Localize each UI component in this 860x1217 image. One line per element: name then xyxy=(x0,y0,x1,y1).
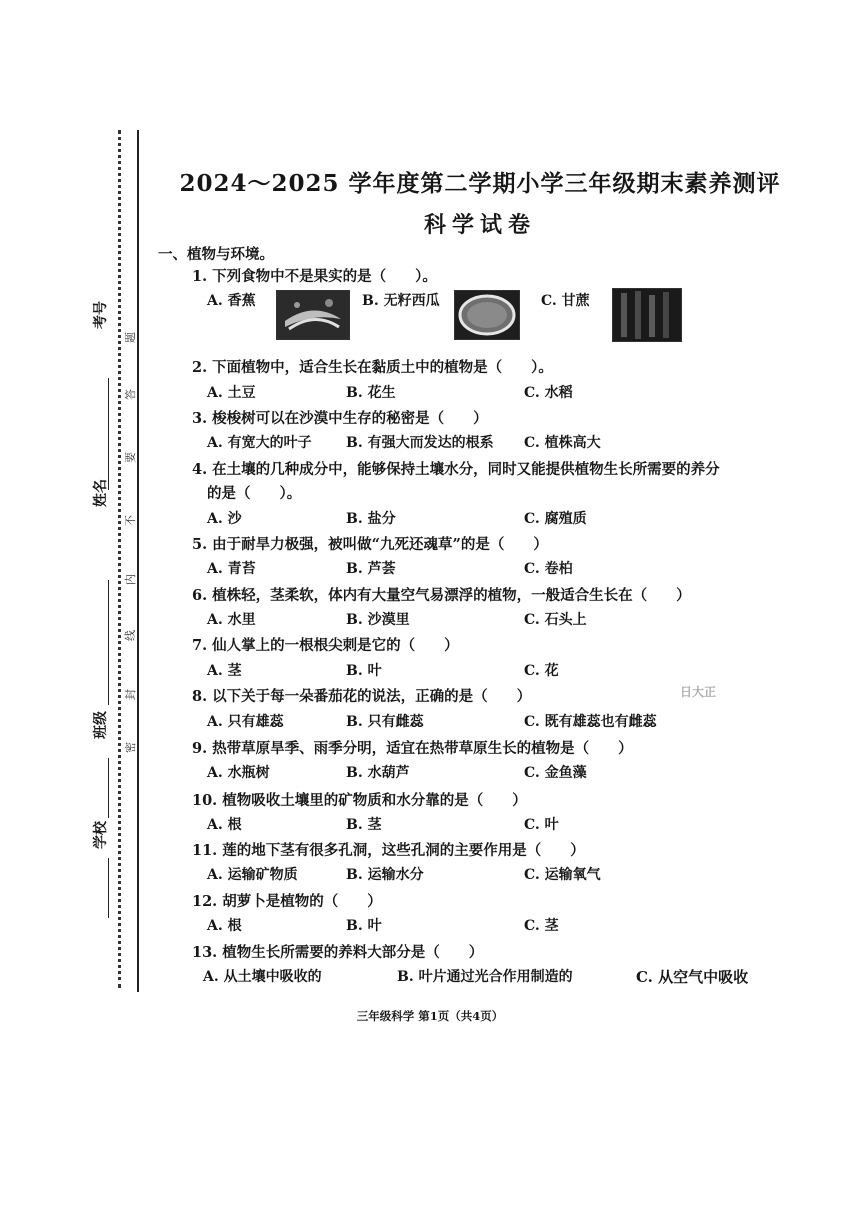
question-1-option-c: C. 甘蔗 xyxy=(541,293,590,309)
page-subtitle: 科学试卷 xyxy=(423,212,536,238)
question-5-option-a: A. 青苔 xyxy=(207,561,256,577)
question-1-option-a: A. 香蕉 xyxy=(207,293,256,309)
question-5-stem: 5. 由于耐旱力极强，被叫做“九死还魂草”的是（ ） xyxy=(192,536,548,553)
question-9-option-b: B. 水葫芦 xyxy=(346,765,410,781)
question-8-stem: 8. 以下关于每一朵番茄花的说法，正确的是（ ） xyxy=(192,688,532,705)
question-11-stem: 11. 莲的地下茎有很多孔洞，这些孔洞的主要作用是（ ） xyxy=(192,842,585,859)
question-13-option-a: A. 从土壤中吸收的 xyxy=(203,969,322,985)
seal-char: 要 xyxy=(124,452,137,463)
question-7-option-a: A. 茎 xyxy=(207,663,242,679)
seal-char: 答 xyxy=(124,389,137,400)
question-6-option-c: C. 石头上 xyxy=(524,612,587,628)
question-2-stem: 2. 下面植物中，适合生长在黏质土中的植物是（ ）。 xyxy=(192,359,553,376)
exam-number-label: 考号 xyxy=(93,301,109,329)
question-9-option-c: C. 金鱼藻 xyxy=(524,765,587,781)
question-3-option-c: C. 植株高大 xyxy=(524,435,601,451)
seal-char: 线 xyxy=(124,630,137,641)
sugarcane-image xyxy=(612,288,682,342)
question-10-option-b: B. 茎 xyxy=(346,817,382,833)
page-footer: 三年级科学 第1页（共4页） xyxy=(356,1009,504,1023)
question-6-option-a: A. 水里 xyxy=(207,612,256,628)
school-label: 学校 xyxy=(93,821,109,849)
bleed-through-text: 日大正 xyxy=(680,685,717,699)
question-4-option-a: A. 沙 xyxy=(207,511,242,527)
question-9-option-a: A. 水瓶树 xyxy=(207,765,270,781)
banana-image xyxy=(276,290,350,340)
question-8-option-b: B. 只有雌蕊 xyxy=(346,714,424,730)
question-9-stem: 9. 热带草原旱季、雨季分明，适宜在热带草原生长的植物是（ ） xyxy=(192,740,633,757)
question-7-option-c: C. 花 xyxy=(524,663,559,679)
binding-dotted-line xyxy=(118,130,121,988)
section-title: 一、植物与环境。 xyxy=(158,246,274,263)
class-line xyxy=(108,758,109,818)
seal-char: 密 xyxy=(124,742,137,753)
question-12-stem: 12. 胡萝卜是植物的（ ） xyxy=(192,893,382,910)
seal-char: 内 xyxy=(124,574,137,585)
question-13-option-b: B. 叶片通过光合作用制造的 xyxy=(397,969,573,985)
sugarcane-icon xyxy=(613,289,681,341)
question-11-option-a: A. 运输矿物质 xyxy=(207,867,298,883)
question-11-option-b: B. 运输水分 xyxy=(346,867,424,883)
question-10-stem: 10. 植物吸收土壤里的矿物质和水分靠的是（ ） xyxy=(192,792,527,809)
question-1-stem: 1. 下列食物中不是果实的是（ ）。 xyxy=(192,268,437,285)
seal-char: 封 xyxy=(124,689,137,700)
class-label: 班级 xyxy=(93,711,109,739)
question-4-stem: 4. 在土壤的几种成分中，能够保持土壤水分，同时又能提供植物生长所需要的养分 xyxy=(192,461,720,478)
question-13-stem: 13. 植物生长所需要的养料大部分是（ ） xyxy=(192,944,484,961)
name-label: 姓名 xyxy=(93,479,109,507)
name-line xyxy=(108,580,109,705)
question-5-option-b: B. 芦荟 xyxy=(346,561,396,577)
question-2-option-a: A. 土豆 xyxy=(207,385,256,401)
question-10-option-a: A. 根 xyxy=(207,817,242,833)
watermelon-icon xyxy=(455,291,519,339)
question-3-option-b: B. 有强大而发达的根系 xyxy=(346,435,494,451)
question-8-option-c: C. 既有雄蕊也有雌蕊 xyxy=(524,714,657,730)
question-3-option-a: A. 有宽大的叶子 xyxy=(207,435,312,451)
seal-char: 不 xyxy=(124,515,137,526)
question-4-option-c: C. 腐殖质 xyxy=(524,511,587,527)
question-1-option-b: B. 无籽西瓜 xyxy=(362,293,440,309)
question-12-option-a: A. 根 xyxy=(207,918,242,934)
question-2-option-b: B. 花生 xyxy=(346,385,396,401)
question-6-option-b: B. 沙漠里 xyxy=(346,612,410,628)
question-8-option-a: A. 只有雄蕊 xyxy=(207,714,284,730)
question-11-option-c: C. 运输氧气 xyxy=(524,867,601,883)
seal-char: 题 xyxy=(124,332,137,343)
page-title: 2024～2025 学年度第二学期小学三年级期末素养测评 xyxy=(179,170,781,197)
question-6-stem: 6. 植株轻，茎柔软，体内有大量空气易漂浮的植物，一般适合生长在（ ） xyxy=(192,587,691,604)
question-10-option-c: C. 叶 xyxy=(524,817,559,833)
question-4-option-b: B. 盐分 xyxy=(346,511,396,527)
question-12-option-c: C. 茎 xyxy=(524,918,559,934)
school-line xyxy=(108,858,109,918)
question-5-option-c: C. 卷柏 xyxy=(524,561,573,577)
question-2-option-c: C. 水稻 xyxy=(524,385,573,401)
question-13-option-c: C. 从空气中吸收 xyxy=(636,968,749,986)
question-7-option-b: B. 叶 xyxy=(346,663,382,679)
question-4-stem-continued: 的是（ ）。 xyxy=(207,485,302,502)
question-7-stem: 7. 仙人掌上的一根根尖刺是它的（ ） xyxy=(192,637,459,654)
watermelon-image xyxy=(454,290,520,340)
banana-icon xyxy=(277,291,349,339)
question-3-stem: 3. 梭梭树可以在沙漠中生存的秘密是（ ） xyxy=(192,410,488,427)
binding-solid-line xyxy=(137,130,139,992)
question-12-option-b: B. 叶 xyxy=(346,918,382,934)
